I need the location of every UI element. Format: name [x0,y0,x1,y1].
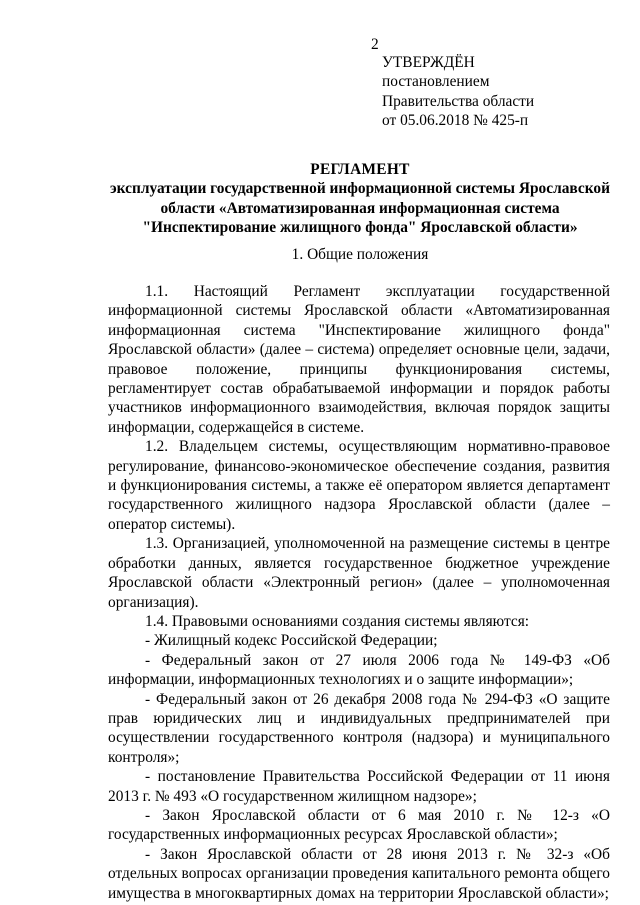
list-item-housing-code: - Жилищный кодекс Российской Федерации; [145,632,438,650]
approval-line-resolution: постановлением [382,73,490,91]
section-heading: 1. Общие положения [291,246,429,263]
document-title [80,160,640,238]
list-item-law-149: - Федеральный закон от 27 июля 2006 года № 149-ФЗ «Об информации, информационных технологиях и о защите информации»; [108,651,610,689]
title-main: РЕГЛАМЕНТ [310,161,410,178]
list-item-regional-law-12: - Закон Ярославской области от 6 мая 2010 г. № 12-з «О государственных информационных ресурсах Ярославской области»; [108,806,610,844]
approval-line-date-number: от 05.06.2018 № 425-п [382,112,529,130]
paragraph-1-4: 1.4. Правовыми основаниями создания системы являются: [145,612,530,630]
paragraph-1-3: 1.3. Организацией, уполномоченной на размещение системы в центре обработки данных, является государственное бюджетное учреждение Ярославской области «Электронный регион» (далее – уполномоченная организация). [108,535,610,611]
title-subtitle-line-3: "Инспектирование жилищного фонда" Ярославской области» [142,219,578,237]
approval-stamp [382,53,534,131]
title-subtitle-line-1: эксплуатации государственной информационной системы Ярославской [110,180,610,198]
document-body [108,282,610,903]
list-item-law-294: - Федеральный закон от 26 декабря 2008 года № 294-ФЗ «О защите прав юридических лиц и индивидуальных предпринимателей при осуществлении государственного контроля (надзора) и муниципального контроля»; [108,690,610,766]
title-subtitle-line-2: области «Автоматизированная информационная система [160,199,560,217]
paragraph-1-1: 1.1. Настоящий Регламент эксплуатации государственной информационной системы Ярославской области «Автоматизированная информационная система "Инспектирование жилищного фонда" Ярославской области» (далее – система) определяет основные цели, задачи, правовое положение, принципы функционирования системы, регламентирует состав обрабатываемой информации и порядок работы участников информационного взаимодействия, включая порядок защиты информации, содержащейся в системе. [108,283,610,436]
approval-line-approved: УТВЕРЖДЁН [382,54,475,71]
list-item-regional-law-32: - Закон Ярославской области от 28 июня 2013 г. № 32-з «Об отдельных вопросах организации проведения капитального ремонта общего имущества в многоквартирных домах на территории Ярославской области»; [108,845,610,902]
list-item-resolution-493: - постановление Правительства Российской Федерации от 11 июня 2013 г. № 493 «О государственном жилищном надзоре»; [108,768,610,805]
page-number: 2 [371,36,379,53]
paragraph-1-2: 1.2. Владельцем системы, осуществляющим нормативно-правовое регулирование, финансово-экономическое обеспечение создания, развития и функционирования системы, а также её оператором является департамент государственного жилищного надзора Ярославской области (далее – оператор системы). [108,438,610,533]
approval-line-government: Правительства области [382,92,535,110]
